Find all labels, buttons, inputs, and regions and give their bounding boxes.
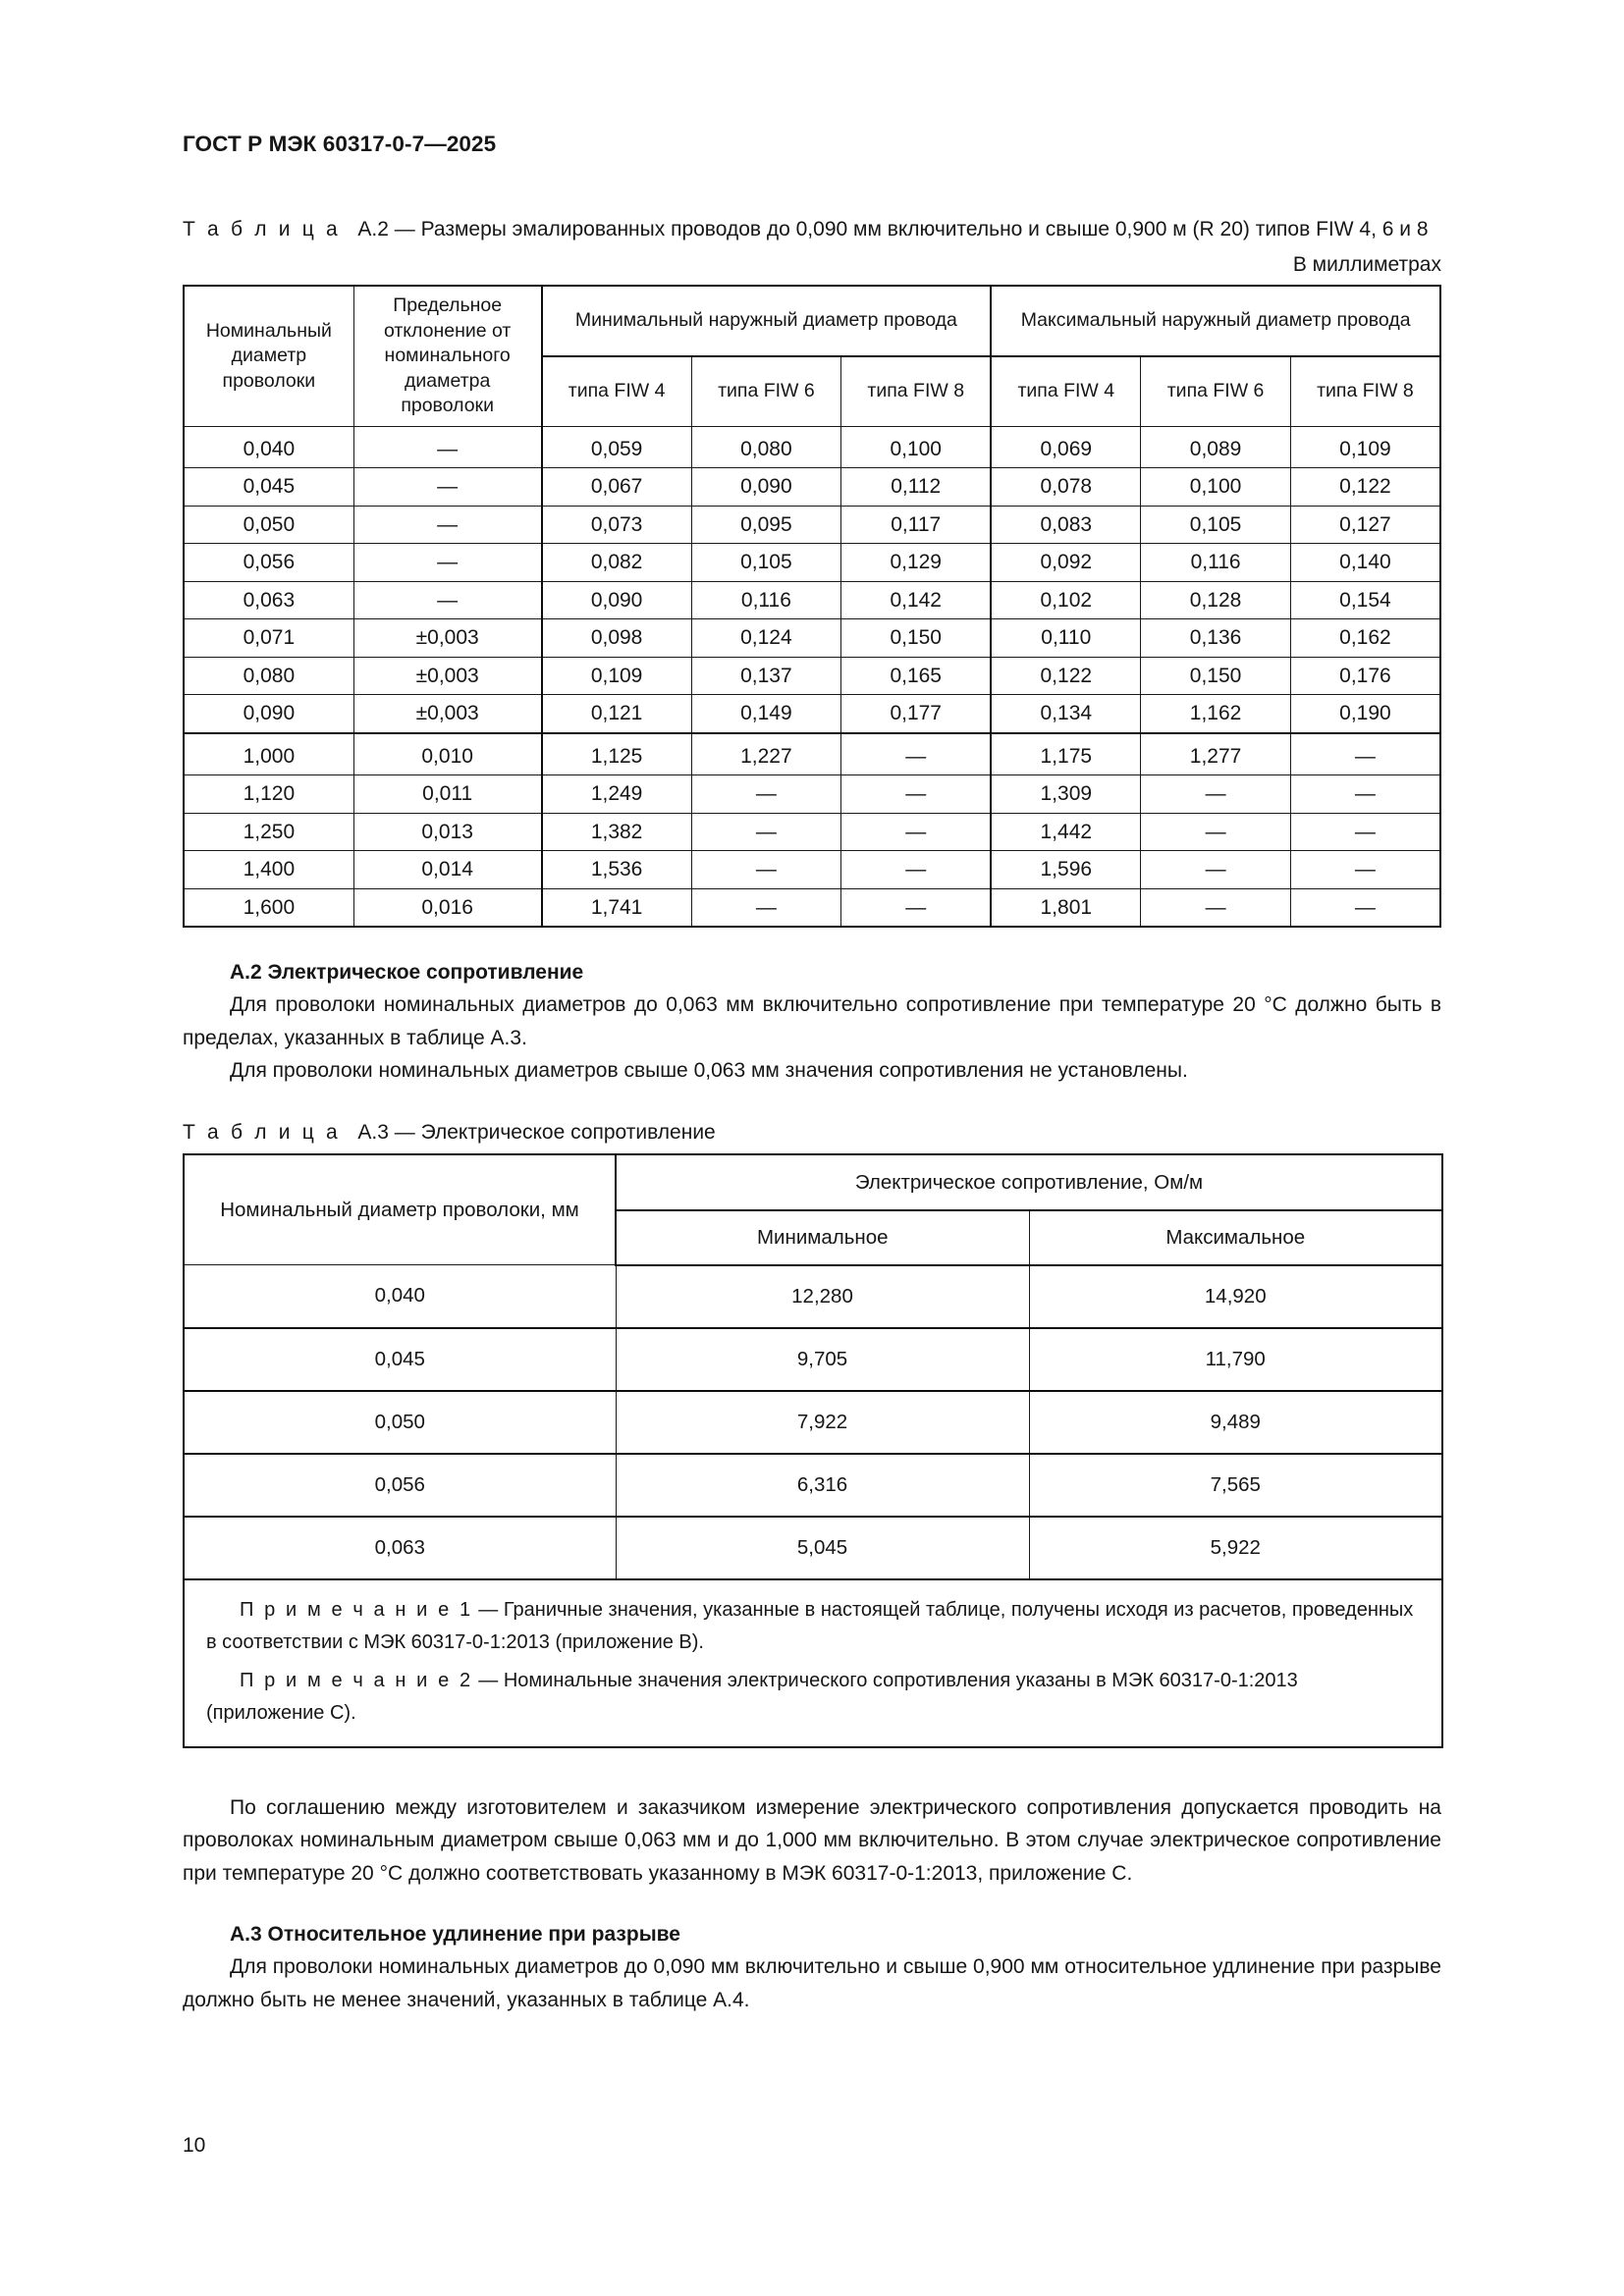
table-a2-row [184, 695, 1440, 733]
table-a2-cell-min8: 0,129 [841, 544, 992, 582]
section-a2-heading: А.2 Электрическое сопротивление [230, 961, 584, 984]
table-a2-cell-nominal: 0,040 [184, 426, 353, 468]
table-a2-cell-max6: 0,128 [1141, 581, 1291, 619]
table-a3-cell-nominal: 0,045 [184, 1328, 616, 1391]
table-a2-cell-min6: — [691, 813, 841, 851]
table-a2-cell-nominal: 0,063 [184, 581, 353, 619]
table-a2-cell-nominal: 0,045 [184, 468, 353, 507]
table-a2-row [184, 544, 1440, 582]
table-a2-cell-min6: 0,137 [691, 657, 841, 695]
table-a2-cell-min6: 0,116 [691, 581, 841, 619]
table-a2-cell-dev: — [353, 544, 541, 582]
after-table-a3-paragraph: По соглашению между изготовителем и заказчиком измерение электрического сопротивления допускается проводить на проволоках номинальным диаметром свыше 0,063 мм и до 1,000 мм включительно. В этом случае электрическое сопротивление при температуре 20 °С должно соответствовать указанному в МЭК 60317-0-1:2013, приложение С. [183, 1795, 1441, 1885]
table-a2-cell-max6: 0,100 [1141, 468, 1291, 507]
table-a2-cell-dev: 0,016 [353, 888, 541, 927]
table-a2-cell-dev: ±0,003 [353, 619, 541, 658]
table-a3-cell-max: 9,489 [1029, 1391, 1442, 1454]
table-a2-cell-max8: — [1290, 733, 1440, 775]
table-a2-cell-min6: — [691, 775, 841, 814]
table-a2-row [184, 581, 1440, 619]
table-a2-row [184, 657, 1440, 695]
table-a3-notes-row [184, 1579, 1442, 1747]
table-a3-col-min: Минимальное [616, 1210, 1029, 1265]
table-a3-cell-nominal: 0,050 [184, 1391, 616, 1454]
table-a3 [183, 1153, 1443, 1748]
table-a2-cell-nominal: 0,056 [184, 544, 353, 582]
table-a2-cell-max6: 0,089 [1141, 426, 1291, 468]
table-a2-cell-nominal: 0,050 [184, 506, 353, 544]
table-a3-cell-min: 5,045 [616, 1517, 1029, 1579]
table-a2-cell-min8: 0,142 [841, 581, 992, 619]
section-a3-paragraph: Для проволоки номинальных диаметров до 0,090 мм включительно и свыше 0,900 мм относительное удлинение при разрыве должно быть не менее значений, указанных в таблице А.4. [183, 1955, 1441, 2011]
table-a3-row [184, 1265, 1442, 1328]
table-a3-caption [183, 1117, 1441, 1148]
table-a3-cell-max: 14,920 [1029, 1265, 1442, 1328]
table-a2-cell-max4: 1,442 [991, 813, 1141, 851]
table-a2-cell-min6: 0,095 [691, 506, 841, 544]
table-a2-cell-min4: 0,067 [542, 468, 692, 507]
table-a2-row [184, 619, 1440, 658]
table-a2-cell-min8: 0,117 [841, 506, 992, 544]
table-a2-col-max-fiw4: типа FIW 4 [991, 356, 1141, 426]
table-a2-cell-max8: — [1290, 813, 1440, 851]
table-a3-caption-label: Т а б л и ц а [183, 1120, 341, 1144]
table-a2-cell-max6: — [1141, 775, 1291, 814]
table-a2-row [184, 426, 1440, 468]
table-a3-note-2 [206, 1665, 1420, 1731]
table-a2-cell-max8: 0,140 [1290, 544, 1440, 582]
table-a3-header-row-1 [184, 1154, 1442, 1210]
table-a2-cell-min8: 0,150 [841, 619, 992, 658]
table-a2-col-nominal-diameter: Номинальный диаметр проволоки [184, 286, 353, 426]
table-a2-caption-text: — Размеры эмалированных проводов до 0,090 мм включительно и свыше 0,900 м (R 20) типов FIW 4, 6 и 8 [394, 218, 1429, 240]
table-a2-cell-max6: 1,277 [1141, 733, 1291, 775]
table-a2-cell-min8: — [841, 888, 992, 927]
table-a2-cell-max8: 0,176 [1290, 657, 1440, 695]
table-a2-row [184, 506, 1440, 544]
table-a2-cell-max4: 0,102 [991, 581, 1141, 619]
table-a2-cell-max8: — [1290, 851, 1440, 889]
table-a2-cell-min6: 0,105 [691, 544, 841, 582]
table-a2-col-min-outer-diameter: Минимальный наружный диаметр провода [542, 286, 992, 356]
table-a2-cell-max6: 0,116 [1141, 544, 1291, 582]
table-a2-cell-dev: 0,011 [353, 775, 541, 814]
table-a2-cell-min6: 1,227 [691, 733, 841, 775]
page-number: 10 [183, 2134, 206, 2157]
table-a2-cell-nominal: 1,000 [184, 733, 353, 775]
table-a2-row [184, 775, 1440, 814]
table-a2-row [184, 888, 1440, 927]
table-a2-cell-min8: — [841, 813, 992, 851]
table-a2-header-row-1 [184, 286, 1440, 356]
table-a3-cell-min: 9,705 [616, 1328, 1029, 1391]
table-a2-cell-min8: 0,100 [841, 426, 992, 468]
table-a2-cell-min8: — [841, 851, 992, 889]
table-a3-cell-min: 12,280 [616, 1265, 1029, 1328]
table-a2-cell-min4: 1,382 [542, 813, 692, 851]
table-a2-caption-number: А.2 [357, 218, 389, 240]
table-a2-cell-max4: 0,069 [991, 426, 1141, 468]
table-a3-cell-max: 11,790 [1029, 1328, 1442, 1391]
table-a2-col-deviation: Предельное отклонение от номинального диаметра проволоки [353, 286, 541, 426]
table-a2-cell-max8: 0,122 [1290, 468, 1440, 507]
table-a3-cell-nominal: 0,040 [184, 1265, 616, 1328]
table-a2-cell-max4: 0,134 [991, 695, 1141, 733]
table-a3-header [184, 1154, 1442, 1265]
table-a2-cell-max6: 0,136 [1141, 619, 1291, 658]
table-a2-cell-max8: 0,154 [1290, 581, 1440, 619]
table-a2-row [184, 813, 1440, 851]
table-a3-cell-max: 7,565 [1029, 1454, 1442, 1517]
table-a2-cell-nominal: 0,090 [184, 695, 353, 733]
table-a2-cell-min4: 1,249 [542, 775, 692, 814]
table-a2-cell-nominal: 1,120 [184, 775, 353, 814]
table-a2-cell-min6: 0,080 [691, 426, 841, 468]
table-a2-cell-min8: 0,112 [841, 468, 992, 507]
table-a2-caption [183, 214, 1441, 244]
table-a3-cell-nominal: 0,063 [184, 1517, 616, 1579]
table-a2-cell-min8: — [841, 775, 992, 814]
table-a2-cell-max6: 0,105 [1141, 506, 1291, 544]
table-a3-note-1-label: П р и м е ч а н и е 1 [240, 1598, 473, 1621]
table-a3-cell-min: 6,316 [616, 1454, 1029, 1517]
table-a2-row [184, 851, 1440, 889]
section-a2-paragraph-1: Для проволоки номинальных диаметров до 0,063 мм включительно сопротивление при температуре 20 °С должно быть в пределах, указанных в таблице А.3. [183, 993, 1441, 1049]
table-a2-cell-max8: — [1290, 888, 1440, 927]
table-a2-col-max-fiw8: типа FIW 8 [1290, 356, 1440, 426]
table-a3-note-2-text: — Номинальные значения электрического сопротивления указаны в МЭК 60317-0-1:2013 (приложение С). [206, 1669, 1298, 1724]
document-header-standard-number: ГОСТ Р МЭК 60317-0-7—2025 [183, 132, 497, 156]
table-a2-cell-max4: 0,122 [991, 657, 1141, 695]
table-a2-cell-nominal: 0,071 [184, 619, 353, 658]
table-a2-cell-min4: 0,098 [542, 619, 692, 658]
table-a2-cell-min6: 0,124 [691, 619, 841, 658]
table-a2-cell-dev: — [353, 426, 541, 468]
table-a3-col-max: Максимальное [1029, 1210, 1442, 1265]
table-a2-cell-min4: 0,090 [542, 581, 692, 619]
table-a2-cell-min8: 0,165 [841, 657, 992, 695]
table-a2-cell-max8: — [1290, 775, 1440, 814]
table-a3-cell-max: 5,922 [1029, 1517, 1442, 1579]
table-a2-cell-dev: ±0,003 [353, 695, 541, 733]
table-a3-notes-cell [184, 1579, 1442, 1747]
table-a2-col-max-outer-diameter: Максимальный наружный диаметр провода [991, 286, 1440, 356]
table-a3-caption-number: А.3 [357, 1120, 389, 1144]
table-a2-cell-max4: 0,078 [991, 468, 1141, 507]
table-a2-col-min-fiw6: типа FIW 6 [691, 356, 841, 426]
table-a2-cell-dev: 0,013 [353, 813, 541, 851]
table-a2-cell-max8: 0,190 [1290, 695, 1440, 733]
table-a3-row [184, 1517, 1442, 1579]
table-a2-cell-dev: ±0,003 [353, 657, 541, 695]
table-a2-body-group-1 [184, 426, 1440, 733]
table-a2-cell-min4: 1,741 [542, 888, 692, 927]
table-a2-caption-label: Т а б л и ц а [183, 218, 341, 240]
table-a2-cell-nominal: 1,600 [184, 888, 353, 927]
table-a2-cell-min8: 0,177 [841, 695, 992, 733]
table-a2-cell-max8: 0,162 [1290, 619, 1440, 658]
table-a2-body-group-2 [184, 733, 1440, 928]
table-a3-col-nominal-diameter: Номинальный диаметр проволоки, мм [184, 1154, 616, 1265]
table-a3-body [184, 1265, 1442, 1579]
table-a2-cell-min4: 0,082 [542, 544, 692, 582]
table-a2-cell-dev: 0,010 [353, 733, 541, 775]
table-a2-row [184, 733, 1440, 775]
table-a2-cell-dev: — [353, 506, 541, 544]
table-a2-cell-min4: 0,121 [542, 695, 692, 733]
table-a2-cell-max4: 1,596 [991, 851, 1141, 889]
table-a2-cell-min8: — [841, 733, 992, 775]
table-a2-cell-min4: 0,059 [542, 426, 692, 468]
table-a3-note-1 [206, 1594, 1420, 1660]
table-a2-cell-nominal: 1,250 [184, 813, 353, 851]
table-a2-cell-dev: — [353, 581, 541, 619]
table-a2-cell-max6: 1,162 [1141, 695, 1291, 733]
table-a2-header [184, 286, 1440, 426]
table-a2-cell-min4: 0,073 [542, 506, 692, 544]
table-a3-row [184, 1391, 1442, 1454]
table-a2-cell-max6: — [1141, 888, 1291, 927]
section-a2-paragraph-2: Для проволоки номинальных диаметров свыше 0,063 мм значения сопротивления не установлены. [230, 1059, 1188, 1082]
table-a2-cell-min4: 0,109 [542, 657, 692, 695]
table-a2-cell-max4: 0,083 [991, 506, 1141, 544]
table-a2-cell-max6: 0,150 [1141, 657, 1291, 695]
table-a2-cell-max4: 1,801 [991, 888, 1141, 927]
table-a2-cell-min6: — [691, 888, 841, 927]
table-a2-cell-max4: 1,309 [991, 775, 1141, 814]
table-a2-cell-min6: — [691, 851, 841, 889]
table-a2-cell-dev: — [353, 468, 541, 507]
table-a3-col-resistance: Электрическое сопротивление, Ом/м [616, 1154, 1442, 1210]
table-a2-cell-max6: — [1141, 851, 1291, 889]
table-a3-row [184, 1328, 1442, 1391]
table-a3-note-2-label: П р и м е ч а н и е 2 [240, 1669, 473, 1691]
table-a2-cell-max6: — [1141, 813, 1291, 851]
table-a2-col-min-fiw4: типа FIW 4 [542, 356, 692, 426]
table-a3-caption-text: — Электрическое сопротивление [394, 1120, 716, 1144]
table-a2-cell-min4: 1,536 [542, 851, 692, 889]
table-a2-cell-nominal: 0,080 [184, 657, 353, 695]
table-a2-cell-max8: 0,127 [1290, 506, 1440, 544]
page-content [183, 132, 1441, 2016]
table-a2-cell-max4: 1,175 [991, 733, 1141, 775]
table-a3-cell-min: 7,922 [616, 1391, 1029, 1454]
table-a2-cell-min4: 1,125 [542, 733, 692, 775]
table-a2-col-min-fiw8: типа FIW 8 [841, 356, 992, 426]
table-a2-cell-max8: 0,109 [1290, 426, 1440, 468]
table-a2-cell-min6: 0,090 [691, 468, 841, 507]
table-a2-row [184, 468, 1440, 507]
table-a2-cell-max4: 0,092 [991, 544, 1141, 582]
table-a2-cell-dev: 0,014 [353, 851, 541, 889]
section-a3-heading: А.3 Относительное удлинение при разрыве [230, 1923, 680, 1946]
table-a2-cell-max4: 0,110 [991, 619, 1141, 658]
table-a2 [183, 285, 1441, 928]
table-a2-cell-nominal: 1,400 [184, 851, 353, 889]
table-a3-note-1-text: — Граничные значения, указанные в настоящей таблице, получены исходя из расчетов, проведенных в соответствии с МЭК 60317-0-1:2013 (приложение В). [206, 1598, 1414, 1653]
table-a3-footer-notes [184, 1579, 1442, 1747]
table-a3-row [184, 1454, 1442, 1517]
table-a2-col-max-fiw6: типа FIW 6 [1141, 356, 1291, 426]
table-a3-cell-nominal: 0,056 [184, 1454, 616, 1517]
table-a2-cell-min6: 0,149 [691, 695, 841, 733]
table-a2-units-label: В миллиметрах [1292, 253, 1441, 276]
